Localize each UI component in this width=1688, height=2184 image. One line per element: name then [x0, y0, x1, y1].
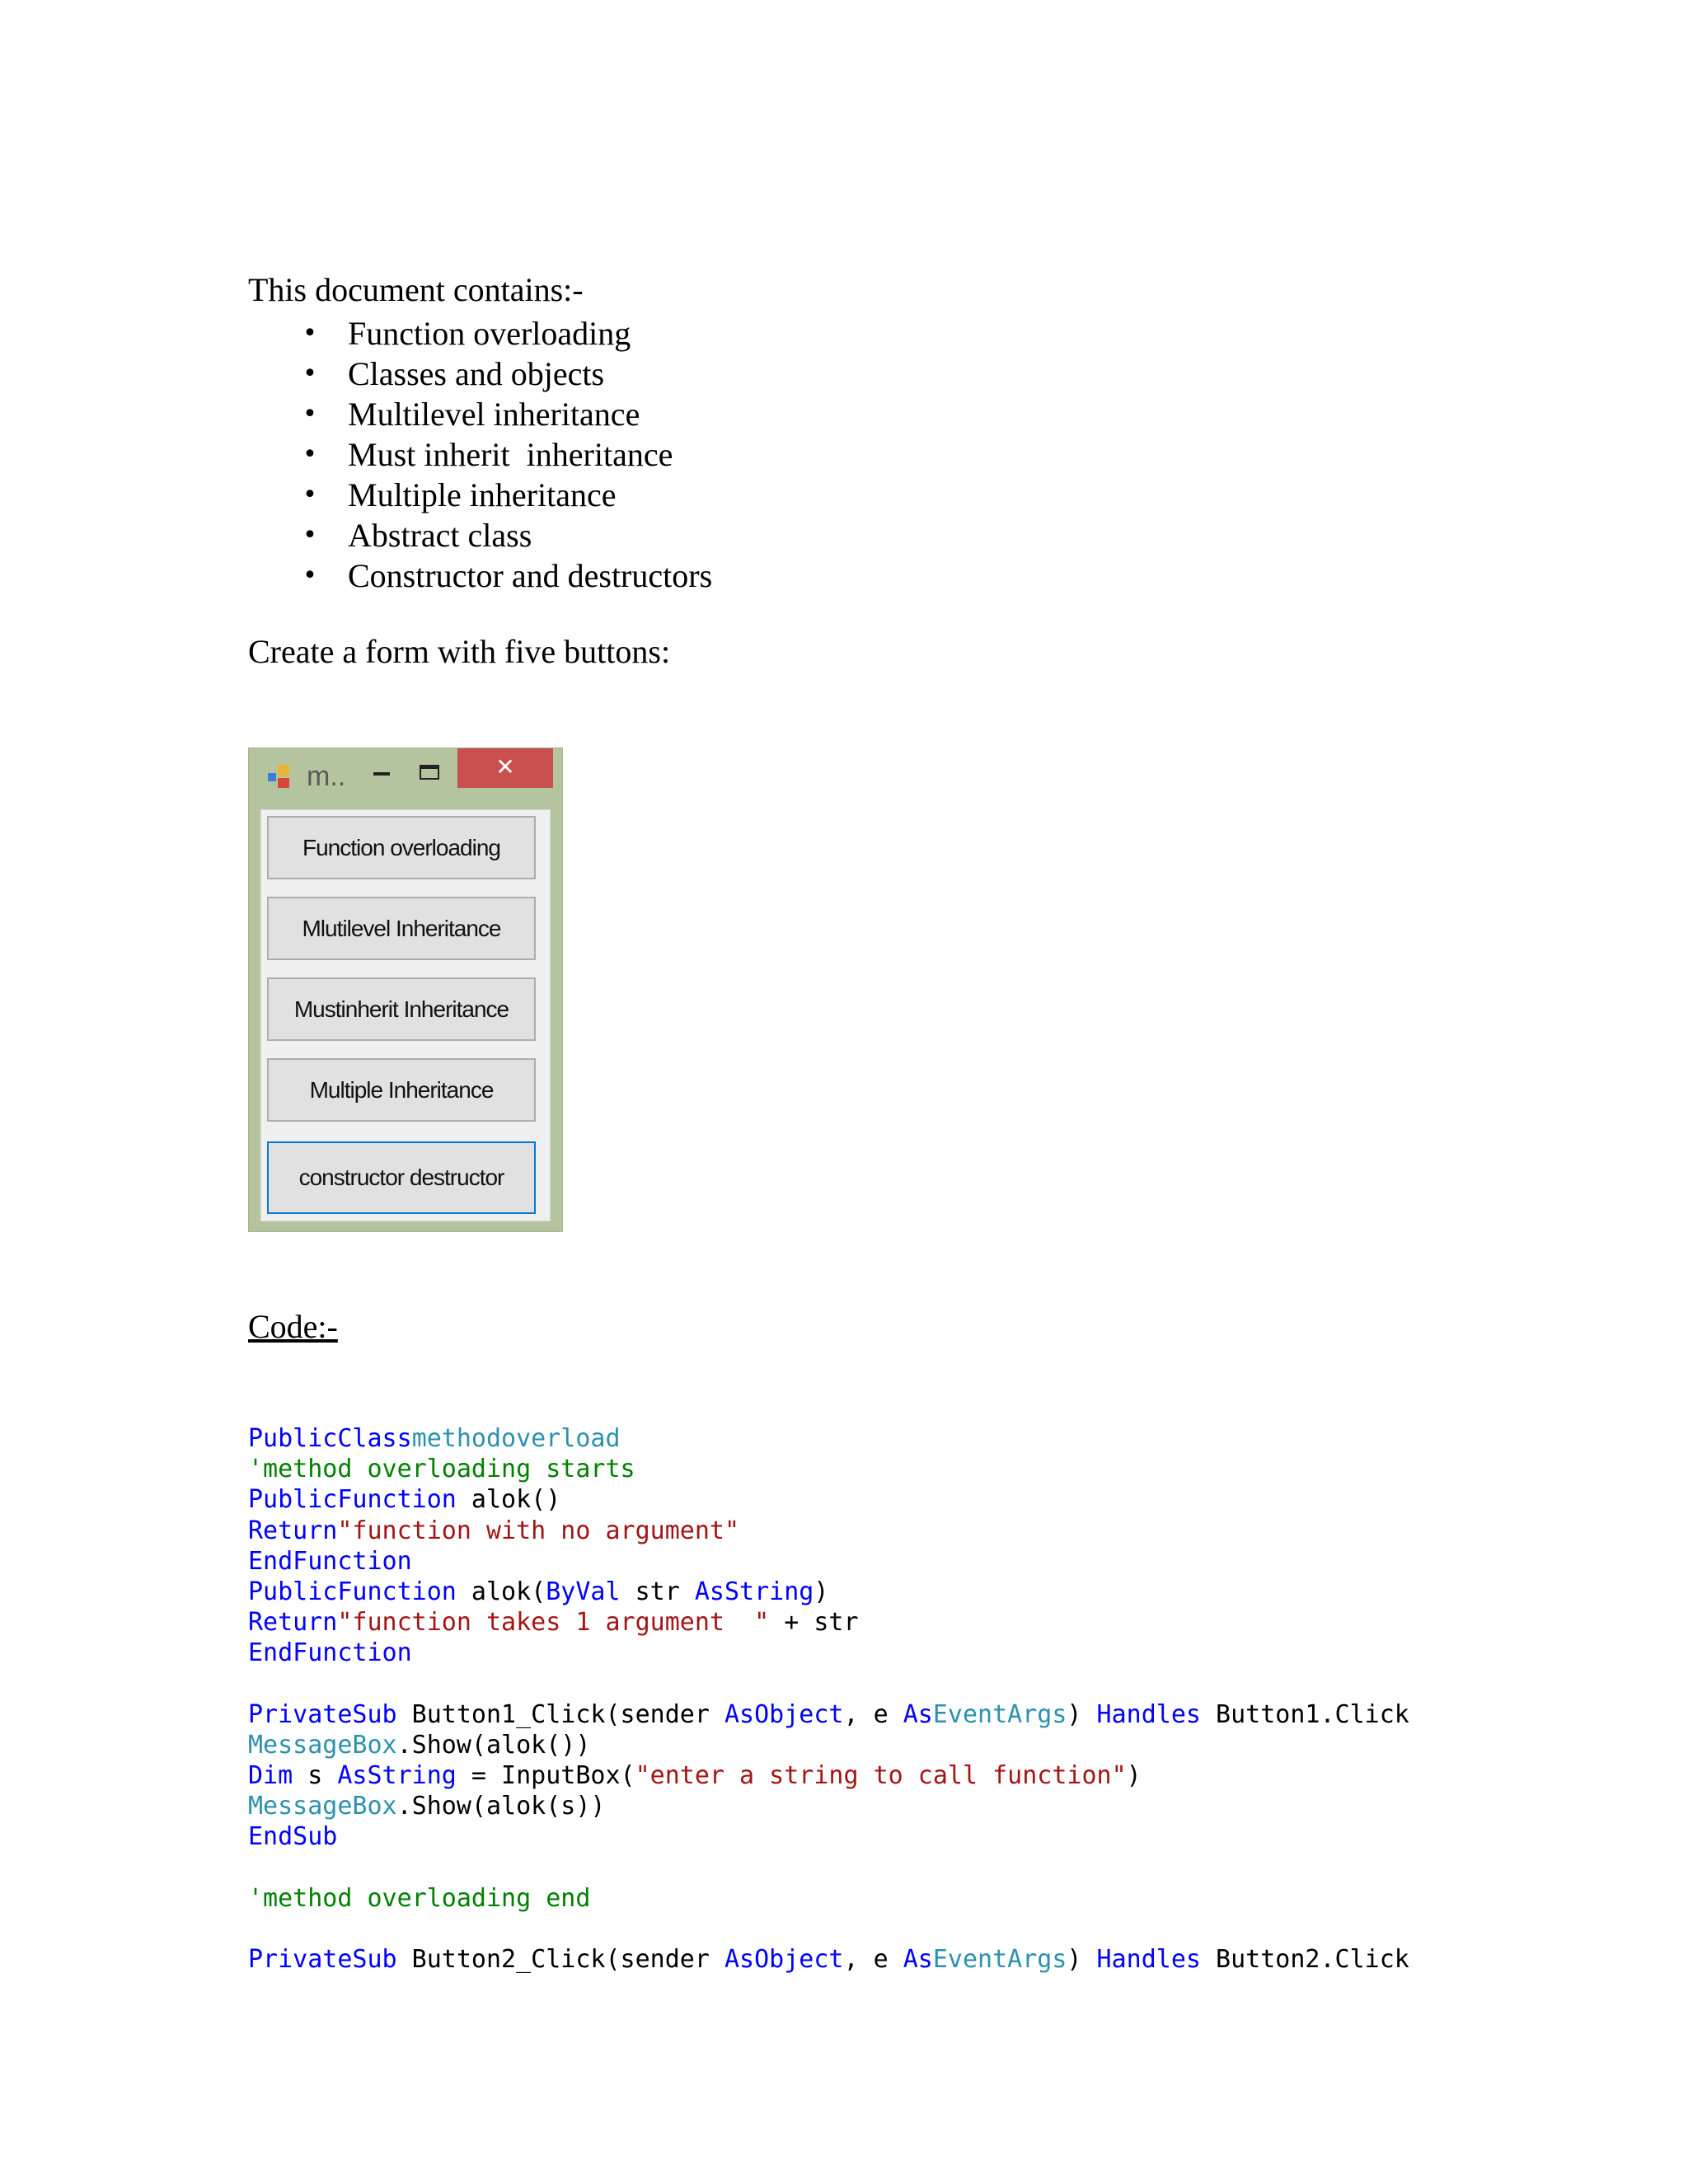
code-line	[248, 1914, 1409, 1944]
code-line	[248, 1423, 1409, 1454]
code-token: As	[903, 1699, 933, 1729]
code-line	[248, 1577, 1409, 1607]
bullet-icon: •	[302, 440, 317, 469]
bullet-icon: •	[302, 561, 317, 590]
code-token: AsObject	[724, 1945, 844, 1975]
form-window-screenshot	[248, 748, 563, 1232]
list-item-text: Multilevel inheritance	[348, 396, 640, 433]
code-line	[248, 1699, 1409, 1730]
mustinherit-inheritance-button[interactable]: Mustinherit Inheritance	[267, 977, 536, 1041]
code-token: )	[1067, 1945, 1097, 1975]
code-token: .Show(alok(s))	[396, 1792, 606, 1821]
code-token: Button2_Click(sender	[396, 1945, 724, 1975]
code-token: , e	[843, 1945, 903, 1975]
code-token: PublicFunction	[248, 1577, 457, 1606]
code-token: Dim	[248, 1761, 293, 1791]
code-token: s	[293, 1761, 338, 1791]
minimize-icon[interactable]	[363, 755, 404, 788]
code-token: ByVal	[546, 1577, 621, 1606]
code-token: "function with no argument"	[337, 1516, 740, 1545]
code-token: Button1.Click	[1200, 1699, 1409, 1729]
bullet-icon: •	[302, 480, 317, 509]
code-line	[248, 1516, 1409, 1546]
code-token: EndFunction	[248, 1638, 412, 1668]
code-token: AsObject	[724, 1699, 844, 1729]
code-token: , e	[843, 1699, 903, 1729]
code-token: 'method overloading end	[248, 1883, 591, 1913]
code-line	[248, 1853, 1409, 1883]
code-line	[248, 1454, 1409, 1484]
code-token: )	[814, 1577, 829, 1606]
multiple-inheritance-button[interactable]: Multiple Inheritance	[267, 1058, 536, 1122]
code-token: )	[1067, 1699, 1097, 1729]
bullet-icon: •	[302, 400, 317, 429]
code-token: AsString	[694, 1577, 814, 1606]
code-token: + str	[769, 1608, 859, 1638]
list-item-text: Multiple inheritance	[348, 476, 617, 513]
code-token: 'method overloading starts	[248, 1455, 635, 1484]
code-token: Handles	[1096, 1945, 1201, 1975]
bullet-icon: •	[302, 521, 317, 550]
form-app-icon	[268, 765, 293, 790]
code-line	[248, 1607, 1409, 1638]
code-line	[248, 1546, 1409, 1577]
code-token: PrivateSub	[248, 1699, 397, 1729]
code-token: PublicFunction	[248, 1485, 457, 1515]
window-title: m..	[307, 761, 346, 792]
code-token: )	[1126, 1761, 1142, 1791]
list-item-text: Must inherit inheritance	[348, 436, 673, 473]
multilevel-inheritance-button[interactable]: Mlutilevel Inheritance	[267, 897, 536, 960]
list-item-text: Constructor and destructors	[348, 557, 713, 594]
code-token: .Show(alok())	[396, 1730, 591, 1760]
code-line	[248, 1760, 1409, 1791]
code-token: str	[620, 1577, 695, 1606]
code-token: Return	[248, 1516, 338, 1545]
code-token: Return	[248, 1608, 338, 1638]
create-form-text: Create a form with five buttons:	[248, 633, 671, 670]
code-line	[248, 1484, 1409, 1515]
close-icon[interactable]: ✕	[457, 748, 553, 788]
code-token: EndFunction	[248, 1546, 412, 1576]
code-token: = InputBox(	[456, 1761, 635, 1791]
window-client-area	[260, 809, 551, 1221]
code-token: "enter a string to call function"	[635, 1761, 1127, 1791]
code-line	[248, 1730, 1409, 1760]
window-titlebar	[249, 748, 562, 794]
code-block	[248, 1423, 1409, 1975]
intro-text: This document contains:-	[248, 271, 584, 308]
maximize-icon[interactable]	[410, 755, 451, 788]
code-line	[248, 1669, 1409, 1699]
bullet-icon: •	[302, 319, 317, 348]
code-line	[248, 1821, 1409, 1852]
code-line	[248, 1944, 1409, 1975]
code-token: AsString	[337, 1761, 457, 1791]
code-token: alok()	[456, 1485, 561, 1515]
code-token: PrivateSub	[248, 1945, 397, 1975]
code-token: methodoverload	[411, 1424, 621, 1453]
code-heading: Code:-	[248, 1308, 338, 1345]
code-token: alok(	[456, 1577, 546, 1606]
code-token: EventArgs	[932, 1699, 1067, 1729]
code-token: MessageBox	[248, 1792, 397, 1821]
code-line	[248, 1638, 1409, 1668]
code-token: As	[903, 1945, 933, 1975]
list-item-text: Classes and objects	[348, 355, 605, 392]
list-item-text: Function overloading	[348, 315, 631, 352]
function-overloading-button[interactable]: Function overloading	[267, 816, 536, 879]
code-token: EndSub	[248, 1822, 338, 1852]
list-item-text: Abstract class	[348, 517, 532, 554]
code-line	[248, 1791, 1409, 1821]
code-token: EventArgs	[932, 1945, 1067, 1975]
code-token: MessageBox	[248, 1730, 397, 1760]
bullet-icon: •	[302, 359, 317, 388]
code-token: "function takes 1 argument "	[337, 1608, 770, 1638]
code-token: PublicClass	[248, 1424, 412, 1453]
code-token: Handles	[1096, 1699, 1201, 1729]
code-token: Button2.Click	[1200, 1945, 1409, 1975]
code-token: Button1_Click(sender	[396, 1699, 724, 1729]
code-line	[248, 1883, 1409, 1914]
constructor-destructor-button[interactable]: constructor destructor	[267, 1141, 536, 1214]
